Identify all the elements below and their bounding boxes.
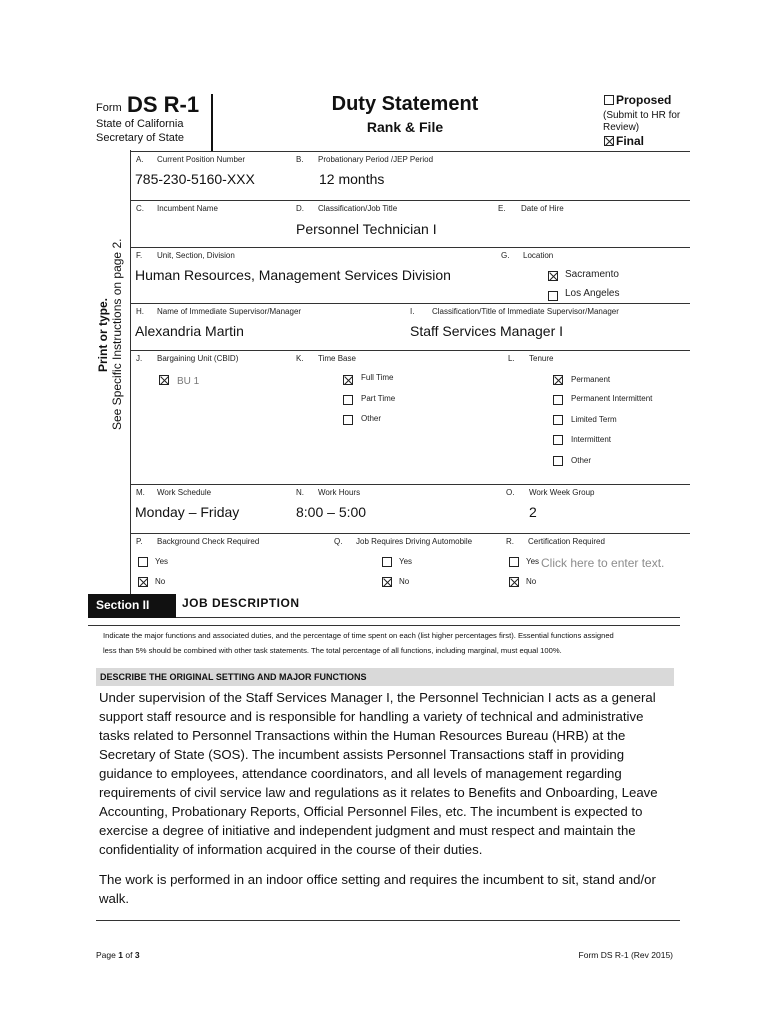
job-title[interactable]: Personnel Technician I — [296, 221, 437, 237]
driving-no-label: No — [399, 577, 410, 586]
location-los-angeles-checkbox[interactable] — [548, 291, 558, 301]
tenure-limited-term-checkbox[interactable] — [553, 415, 563, 425]
background-check-no-label: No — [155, 577, 166, 586]
form-title: Duty Statement — [331, 93, 479, 115]
time-base-part-time-checkbox[interactable] — [343, 395, 353, 405]
location-sacramento-checkbox[interactable] — [548, 271, 558, 281]
background-check-yes-checkbox[interactable] — [138, 557, 148, 567]
description-paragraph-1: Under supervision of the Staff Services Manager I, the Personnel Technician I acts as a general support staff resource and is responsible for handling a variety of technical and administrative tasks related to Personnel Transactions within the Human Resources Bureau (HRB) at the Secretary of State (SOS). The incumbent assists Personnel Transactions staff in providing guidance to employees, attendance coordinators, and all levels of management regarding requirements of civil service law and regulations as it relates to Benefits and Onboarding, Leave Accounting, Probationary Reports, Official Personnel Files, etc. The incumbent is expected to exercise a degree of initiative and independent judgment and must respect and maintain the confidentiality of information acquired in the course of their duties. — [99, 690, 658, 857]
field-l-label: Tenure — [529, 354, 554, 363]
field-e-label: Date of Hire — [521, 204, 564, 213]
field-j-label: Bargaining Unit (CBID) — [157, 354, 239, 363]
side-note — [96, 240, 124, 430]
supervisor-title[interactable]: Staff Services Manager I — [410, 323, 564, 339]
field-o-letter: O. — [506, 488, 515, 497]
grid-line-mno — [130, 484, 690, 485]
tenure-limited-term-label: Limited Term — [571, 415, 617, 424]
section-bottom-rule — [96, 920, 680, 921]
section-tag — [88, 594, 176, 618]
submit-note-2: Review) — [603, 122, 640, 133]
form-revision: Form DS R-1 (Rev 2015) — [578, 950, 673, 960]
field-l-letter: L. — [508, 354, 515, 363]
grid-left-border — [130, 150, 131, 594]
field-m-letter: M. — [136, 488, 145, 497]
proposed-label: Proposed — [616, 93, 672, 107]
field-b-letter: B. — [296, 155, 304, 164]
section-title-rule — [176, 617, 680, 618]
field-e-letter: E. — [498, 204, 506, 213]
page-word: Page — [96, 950, 116, 960]
field-h-letter: H. — [136, 307, 144, 316]
tenure-permanent-checkbox[interactable] — [553, 375, 563, 385]
field-k-letter: K. — [296, 354, 304, 363]
submit-note-1: (Submit to HR for — [603, 110, 681, 121]
bargaining-unit-checkbox[interactable] — [159, 375, 169, 385]
certification-no-checkbox[interactable] — [509, 577, 519, 587]
field-g-letter: G. — [501, 251, 510, 260]
current-position-number[interactable]: 785-230-5160-XXX — [135, 171, 255, 187]
field-c-letter: C. — [136, 204, 144, 213]
side-note-line-1: Print or type. — [96, 298, 110, 373]
org-line-2: Secretary of State — [96, 132, 185, 144]
section-top-rule — [88, 625, 680, 626]
describe-heading: DESCRIBE THE ORIGINAL SETTING AND MAJOR FUNCTIONS — [100, 672, 367, 682]
field-h-label: Name of Immediate Supervisor/Manager — [157, 307, 302, 316]
field-f-letter: F. — [136, 251, 143, 260]
field-q-label: Job Requires Driving Automobile — [356, 537, 473, 546]
field-d-label: Classification/Job Title — [318, 204, 398, 213]
of-word: of — [125, 950, 133, 960]
time-base-full-time-checkbox[interactable] — [343, 375, 353, 385]
form-subtitle: Rank & File — [366, 119, 444, 135]
final-label: Final — [616, 134, 645, 148]
form-word: Form — [96, 102, 122, 114]
field-i-letter: I. — [410, 307, 415, 316]
work-hours[interactable]: 8:00 – 5:00 — [296, 504, 367, 520]
page-total: 3 — [134, 950, 140, 960]
tenure-permanent-intermittent-checkbox[interactable] — [553, 395, 563, 405]
field-a-label: Current Position Number — [157, 155, 246, 164]
work-schedule[interactable]: Monday – Friday — [135, 504, 240, 520]
tenure-permanent-label: Permanent — [571, 375, 611, 384]
proposed-checkbox[interactable] — [604, 95, 614, 105]
field-n-letter: N. — [296, 488, 304, 497]
time-base-other-label: Other — [361, 414, 382, 423]
location-los-angeles-label: Los Angeles — [565, 288, 620, 299]
driving-yes-label: Yes — [399, 557, 413, 566]
field-p-label: Background Check Required — [157, 537, 260, 546]
field-f-label: Unit, Section, Division — [157, 251, 235, 260]
grid-line-ab — [130, 151, 690, 152]
field-c-label: Incumbent Name — [157, 204, 218, 213]
certification-yes-checkbox[interactable] — [509, 557, 519, 567]
grid-line-hi — [130, 303, 690, 304]
grid-line-jkl — [130, 350, 690, 351]
describe-heading-bar — [96, 668, 674, 686]
tenure-permanent-intermittent-label: Permanent Intermittent — [571, 394, 653, 403]
org-line-1: State of California — [96, 118, 184, 130]
description-paragraph-2: The work is performed in an indoor office setting and requires the incumbent to sit, stand and/or walk. — [99, 872, 656, 906]
field-j-letter: J. — [136, 354, 143, 363]
field-p-letter: P. — [136, 537, 143, 546]
field-i-label: Classification/Title of Immediate Supervisor/Manager — [432, 307, 619, 316]
field-k-label: Time Base — [318, 354, 356, 363]
tenure-intermittent-checkbox[interactable] — [553, 435, 563, 445]
grid-line-cde — [130, 200, 690, 201]
field-b-label: Probationary Period /JEP Period — [318, 155, 434, 164]
certification-yes-label: Yes — [526, 557, 540, 566]
driving-yes-checkbox[interactable] — [382, 557, 392, 567]
field-n-label: Work Hours — [318, 488, 361, 497]
background-check-yes-label: Yes — [155, 557, 169, 566]
field-m-label: Work Schedule — [157, 488, 212, 497]
probationary-period[interactable]: 12 months — [319, 171, 385, 187]
location-sacramento-label: Sacramento — [565, 269, 619, 280]
field-d-letter: D. — [296, 204, 304, 213]
instructions-line-2: less than 5% should be combined with other task statements. The total percentage of all functions, including marginal, must equal 100%. — [103, 646, 562, 655]
header-divider — [211, 94, 213, 152]
time-base-other-checkbox[interactable] — [343, 415, 353, 425]
field-r-letter: R. — [506, 537, 514, 546]
instructions-line-1: Indicate the major functions and associated duties, and the percentage of time spent on each (list higher percentages first). Essential functions assigned — [103, 631, 614, 640]
certification-text-input[interactable]: Click here to enter text. — [541, 556, 665, 570]
supervisor-name[interactable]: Alexandria Martin — [135, 323, 244, 339]
driving-no-checkbox[interactable] — [382, 577, 392, 587]
field-r-label: Certification Required — [528, 537, 605, 546]
final-checkbox[interactable] — [604, 136, 614, 146]
bargaining-unit-label: BU 1 — [177, 376, 200, 387]
certification-no-label: No — [526, 577, 537, 586]
time-base-part-time-label: Part Time — [361, 394, 396, 403]
tenure-other-label: Other — [571, 456, 592, 465]
field-q-letter: Q. — [334, 537, 343, 546]
field-a-letter: A. — [136, 155, 144, 164]
field-g-label: Location — [523, 251, 554, 260]
field-o-label: Work Week Group — [529, 488, 595, 497]
time-base-full-time-label: Full Time — [361, 373, 394, 382]
unit-section-division[interactable]: Human Resources, Management Services Division — [135, 267, 451, 283]
background-check-no-checkbox[interactable] — [138, 577, 148, 587]
page-number: 1 — [118, 950, 123, 960]
form-code: DS R-1 — [127, 92, 200, 117]
side-note-line-2: See Specific Instructions on page 2. — [110, 238, 124, 430]
work-week-group[interactable]: 2 — [529, 504, 537, 520]
section-title: JOB DESCRIPTION — [182, 596, 300, 610]
tenure-intermittent-label: Intermittent — [571, 435, 612, 444]
tenure-other-checkbox[interactable] — [553, 456, 563, 466]
grid-line-pqr — [130, 533, 690, 534]
grid-line-fg — [130, 247, 690, 248]
section-tag-label: Section II — [96, 598, 150, 612]
page-indicator — [96, 950, 140, 960]
